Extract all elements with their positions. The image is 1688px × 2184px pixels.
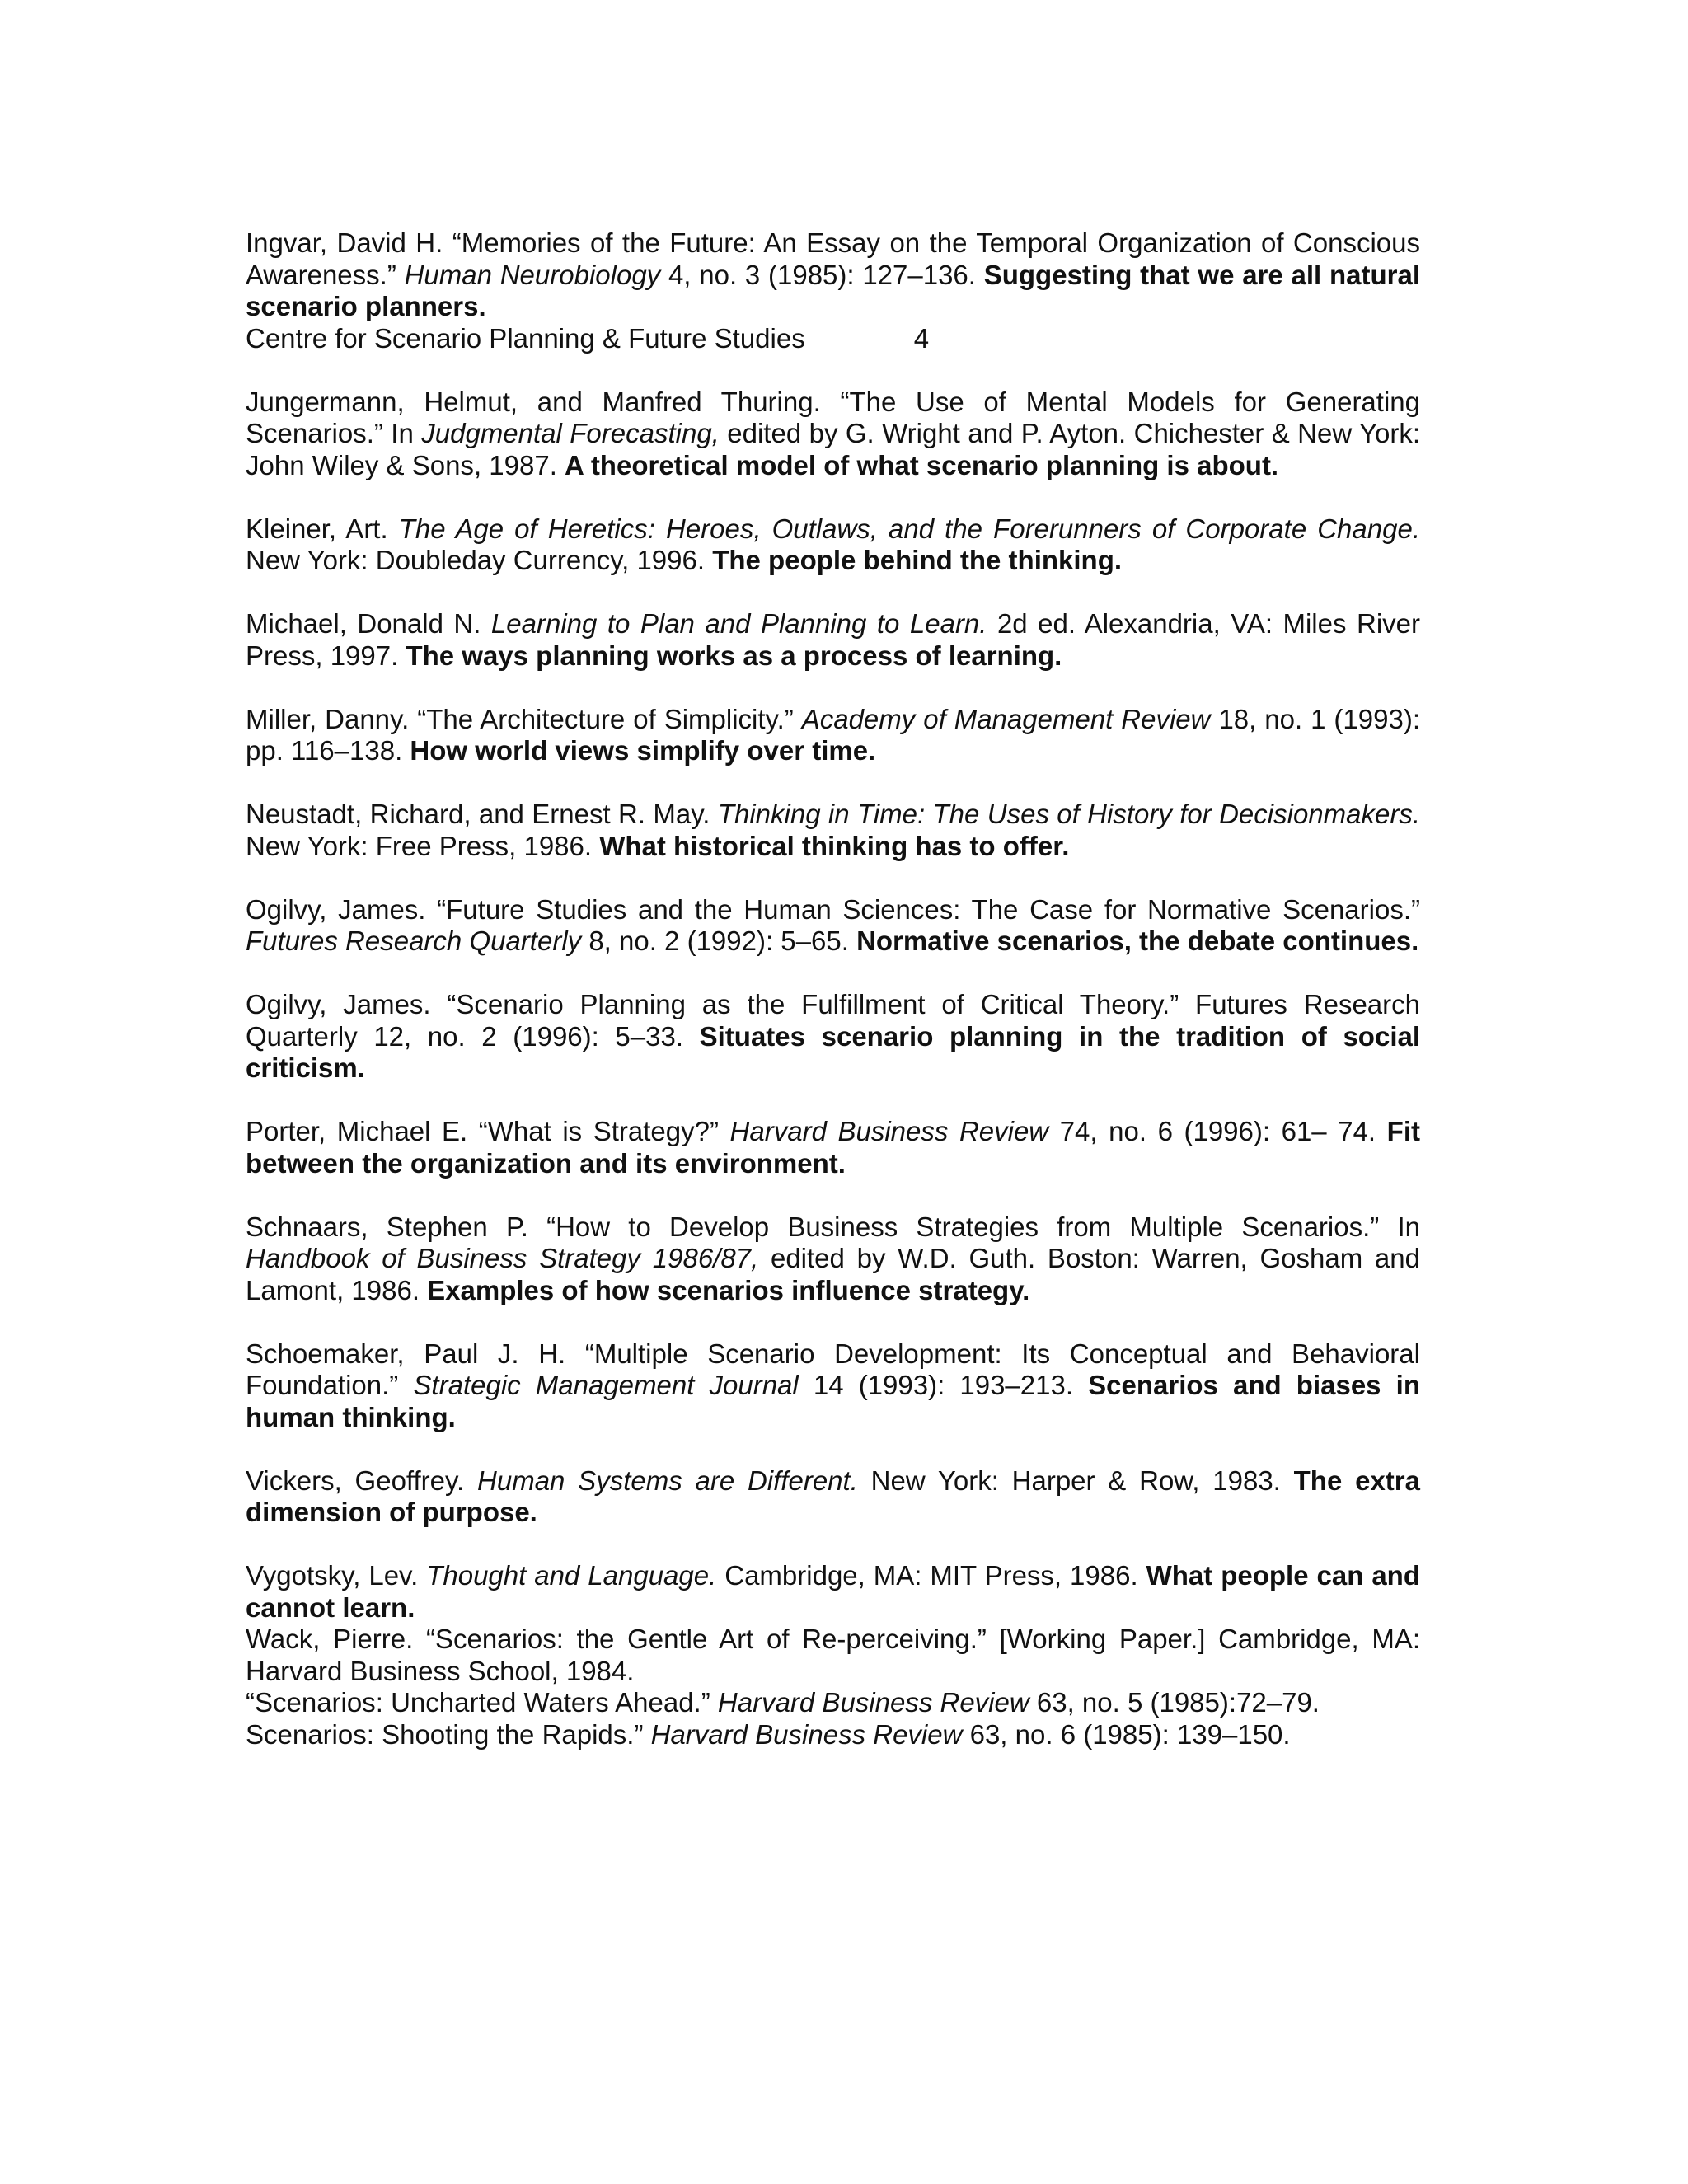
page-number: 4	[913, 322, 930, 354]
entry-text: Michael, Donald N.	[246, 608, 491, 639]
entry-text: Neustadt, Richard, and Ernest R. May.	[246, 799, 718, 829]
entry-text: Miller, Danny. “The Architecture of Simplicity.”	[246, 703, 802, 734]
entry-annotation: Examples of how scenarios influence strategy.	[427, 1274, 1030, 1305]
entry-italic-title: Learning to Plan and Planning to Learn.	[490, 608, 987, 639]
entry-annotation: Suggesting that we are all natural scenario planners.	[246, 259, 1420, 321]
bibliography-entry	[246, 1624, 1420, 1687]
entry-italic-title: Thought and Language.	[426, 1560, 717, 1591]
entry-text: 4, no. 3 (1985): 127–136.	[660, 259, 984, 290]
entry-text: New York: Doubleday Currency, 1996.	[246, 545, 713, 575]
entry-text: 2d ed. Alexandria, VA: Miles River Press, 1997.	[246, 608, 1420, 671]
entry-text: Porter, Michael E. “What is Strategy?”	[246, 1116, 730, 1146]
bibliography-entry	[246, 1560, 1420, 1624]
entry-text: Ogilvy, James. “Future Studies and the Human Sciences: The Case for Normative Scenarios.”	[246, 893, 1420, 925]
entry-text: 8, no. 2 (1992): 5–65.	[581, 926, 857, 956]
bibliography-entry	[246, 1212, 1420, 1307]
bibliography-entry	[246, 1687, 1420, 1719]
bibliography-entry	[246, 513, 1420, 577]
bibliography-entry	[246, 704, 1420, 767]
entry-text: New York: Free Press, 1986.	[246, 830, 600, 861]
entry-annotation: Scenarios and biases in human thinking.	[246, 1370, 1420, 1432]
entry-text: 63, no. 6 (1985): 139–150.	[962, 1718, 1291, 1750]
entry-text: edited by G. Wright and P. Ayton. Chichester & New York: John Wiley & Sons, 1987.	[246, 418, 1421, 480]
entry-italic-title: Strategic Management Journal	[413, 1370, 799, 1400]
entry-annotation: What historical thinking has to offer.	[599, 830, 1070, 861]
entry-annotation: Situates scenario planning in the tradition of social criticism.	[246, 1020, 1421, 1083]
entry-annotation: How world views simplify over time.	[410, 735, 876, 766]
entry-italic-title: Harvard Business Review	[650, 1718, 963, 1750]
page-footer	[246, 323, 1420, 355]
entry-text: Scenarios: Shooting the Rapids.”	[246, 1718, 651, 1750]
entry-text: Jungermann, Helmut, and Manfred Thuring. “The Use of Mental Models for Generating Scenarios.” In	[246, 386, 1420, 448]
entry-text: Cambridge, MA: MIT Press, 1986.	[716, 1560, 1146, 1591]
entry-text: edited by W.D. Guth. Boston: Warren, Gosham and Lamont, 1986.	[246, 1243, 1420, 1305]
entry-text: Kleiner, Art.	[246, 513, 399, 544]
entry-text: Ogilvy, James. “Scenario Planning as the Fulfillment of Critical Theory.” Futures Research Quarterly 12, no. 2 (1996): 5–33.	[246, 989, 1420, 1052]
bibliography-entry	[246, 894, 1420, 958]
entry-text: Ingvar, David H. “Memories of the Future: An Essay on the Temporal Organization of Conscious Awareness.”	[246, 227, 1420, 290]
entry-text: “Scenarios: Uncharted Waters Ahead.”	[246, 1687, 718, 1718]
entry-annotation: Fit between the organization and its environment.	[246, 1116, 1420, 1179]
bibliography-entry	[246, 1338, 1420, 1434]
entry-annotation: The extra dimension of purpose.	[246, 1465, 1420, 1527]
entry-annotation: What people can and cannot learn.	[246, 1560, 1420, 1623]
entry-text: Schoemaker, Paul J. H. “Multiple Scenario Development: Its Conceptual and Behavioral Foundation.”	[246, 1338, 1420, 1400]
entry-italic-title: Human Systems are Different.	[477, 1465, 858, 1496]
bibliography-entry	[246, 227, 1420, 323]
entry-text: 14 (1993): 193–213.	[798, 1370, 1089, 1400]
entry-annotation: A theoretical model of what scenario planning is about.	[565, 449, 1279, 480]
entry-text: Vygotsky, Lev.	[246, 1560, 427, 1591]
entry-italic-title: Academy of Management Review	[801, 703, 1211, 734]
bibliography-entry	[246, 1719, 1420, 1751]
entry-italic-title: Futures Research Quarterly	[246, 926, 582, 956]
entry-text: 74, no. 6 (1996): 61– 74.	[1048, 1116, 1387, 1146]
entry-text: 18, no. 1 (1993): pp. 116–138.	[246, 703, 1420, 766]
bibliography-entry	[246, 1116, 1420, 1179]
entry-text: Vickers, Geoffrey.	[246, 1465, 478, 1496]
entry-italic-title: The Age of Heretics: Heroes, Outlaws, and the Forerunners of Corporate Change.	[398, 513, 1420, 544]
entry-annotation: Normative scenarios, the debate continues.	[856, 926, 1419, 956]
entry-text: Schnaars, Stephen P. “How to Develop Business Strategies from Multiple Scenarios.” In	[246, 1211, 1420, 1242]
entry-italic-title: Judgmental Forecasting,	[421, 418, 720, 448]
entry-annotation: The ways planning works as a process of learning.	[406, 640, 1062, 671]
entry-italic-title: Human Neurobiology	[404, 259, 661, 290]
entry-text: Wack, Pierre. “Scenarios: the Gentle Art of Re-perceiving.” [Working Paper.] Cambridge, MA: Harvard Business School, 1984.	[246, 1624, 1420, 1686]
document-page	[246, 227, 1420, 1750]
bibliography-entry	[246, 608, 1420, 672]
bibliography-entry	[246, 799, 1420, 862]
entry-italic-title: Harvard Business Review	[729, 1116, 1049, 1146]
entry-text: 63, no. 5 (1985):72–79.	[1029, 1687, 1320, 1718]
entry-italic-title: Thinking in Time: The Uses of History for Decisionmakers.	[717, 799, 1421, 829]
bibliography-entry	[246, 387, 1420, 482]
entry-text: New York: Harper & Row, 1983.	[857, 1465, 1294, 1496]
entry-italic-title: Handbook of Business Strategy 1986/87,	[246, 1243, 759, 1273]
entry-annotation: The people behind the thinking.	[712, 545, 1123, 575]
bibliography-entry	[246, 989, 1420, 1085]
entry-italic-title: Harvard Business Review	[717, 1687, 1029, 1718]
footer-label: Centre for Scenario Planning & Future Studies	[246, 322, 805, 354]
bibliography-entry	[246, 1465, 1420, 1529]
